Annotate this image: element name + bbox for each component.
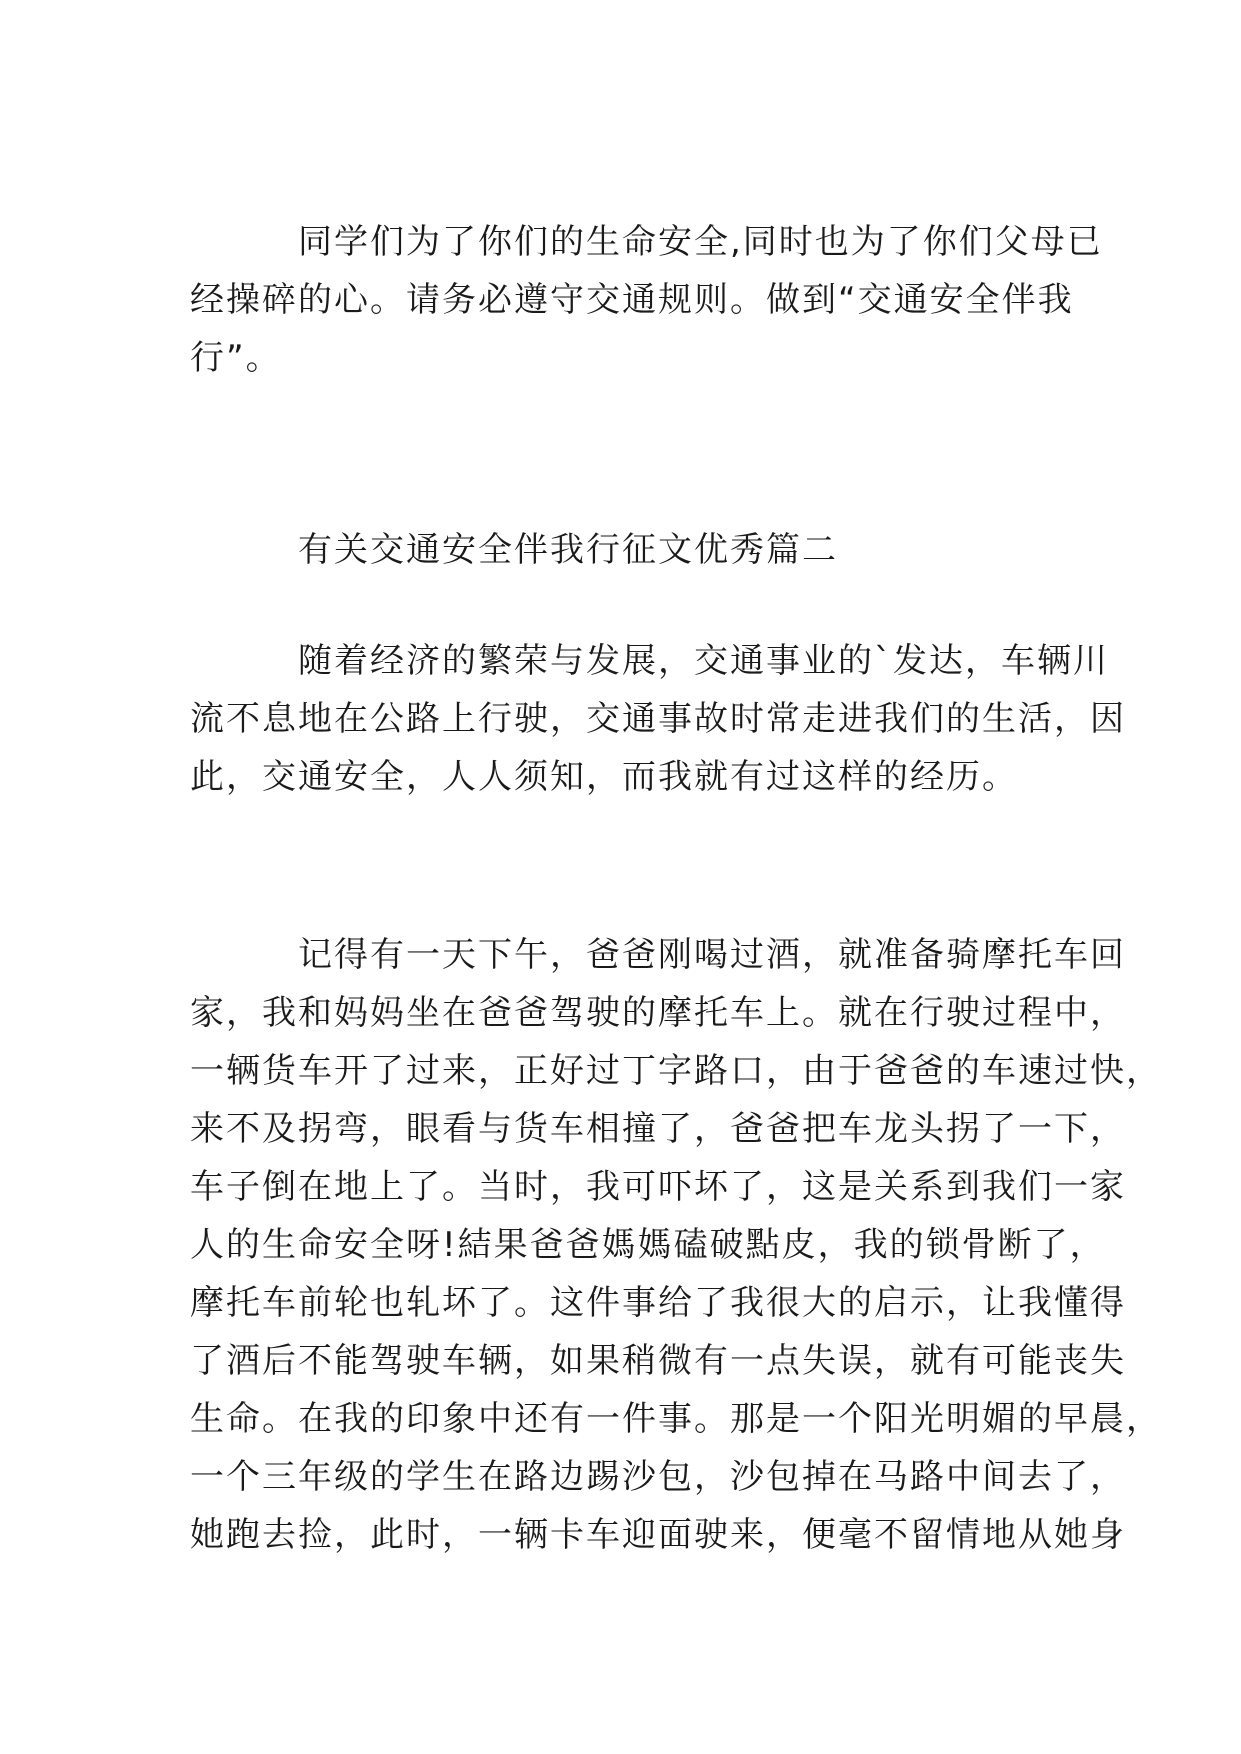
paragraph-3-line-4: 来不及拐弯，眼看与货车相撞了，爸爸把车龙头拐了一下， [190, 1109, 1126, 1149]
paragraph-3-line-8: 了酒后不能驾驶车辆，如果稍微有一点失误，就有可能丧失 [190, 1341, 1126, 1381]
paragraph-3-line-1: 记得有一天下午，爸爸刚喝过酒，就准备骑摩托车回 [298, 935, 1126, 975]
paragraph-1-line-2: 经操碎的心。请务必遵守交通规则。做到“交通安全伴我 [190, 280, 1074, 320]
section-heading: 有关交通安全伴我行征文优秀篇二 [298, 530, 838, 570]
paragraph-2-line-2: 流不息地在公路上行驶，交通事故时常走进我们的生活，因 [190, 699, 1126, 739]
paragraph-3-line-2: 家，我和妈妈坐在爸爸驾驶的摩托车上。就在行驶过程中， [190, 993, 1126, 1033]
paragraph-3-line-3: 一辆货车开了过来，正好过丁字路口，由于爸爸的车速过快， [190, 1051, 1162, 1091]
paragraph-1-line-1: 同学们为了你们的生命安全,同时也为了你们父母已 [298, 222, 1103, 262]
paragraph-3-line-9: 生命。在我的印象中还有一件事。那是一个阳光明媚的早晨， [190, 1399, 1162, 1439]
paragraph-2-line-3: 此，交通安全，人人须知，而我就有过这样的经历。 [190, 757, 1018, 797]
paragraph-3-line-5: 车子倒在地上了。当时，我可吓坏了，这是关系到我们一家 [190, 1167, 1126, 1207]
paragraph-3-line-11: 她跑去捡，此时，一辆卡车迎面驶来，便毫不留情地从她身 [190, 1515, 1126, 1555]
paragraph-2-line-1: 随着经济的繁荣与发展，交通事业的`发达，车辆川 [298, 641, 1109, 681]
paragraph-3-line-10: 一个三年级的学生在路边踢沙包，沙包掉在马路中间去了， [190, 1457, 1126, 1497]
paragraph-3-line-7: 摩托车前轮也轧坏了。这件事给了我很大的启示，让我懂得 [190, 1283, 1126, 1323]
paragraph-3-line-6: 人的生命安全呀!結果爸爸媽媽磕破點皮，我的锁骨断了， [190, 1225, 1106, 1265]
paragraph-1-line-3: 行”。 [190, 338, 282, 378]
